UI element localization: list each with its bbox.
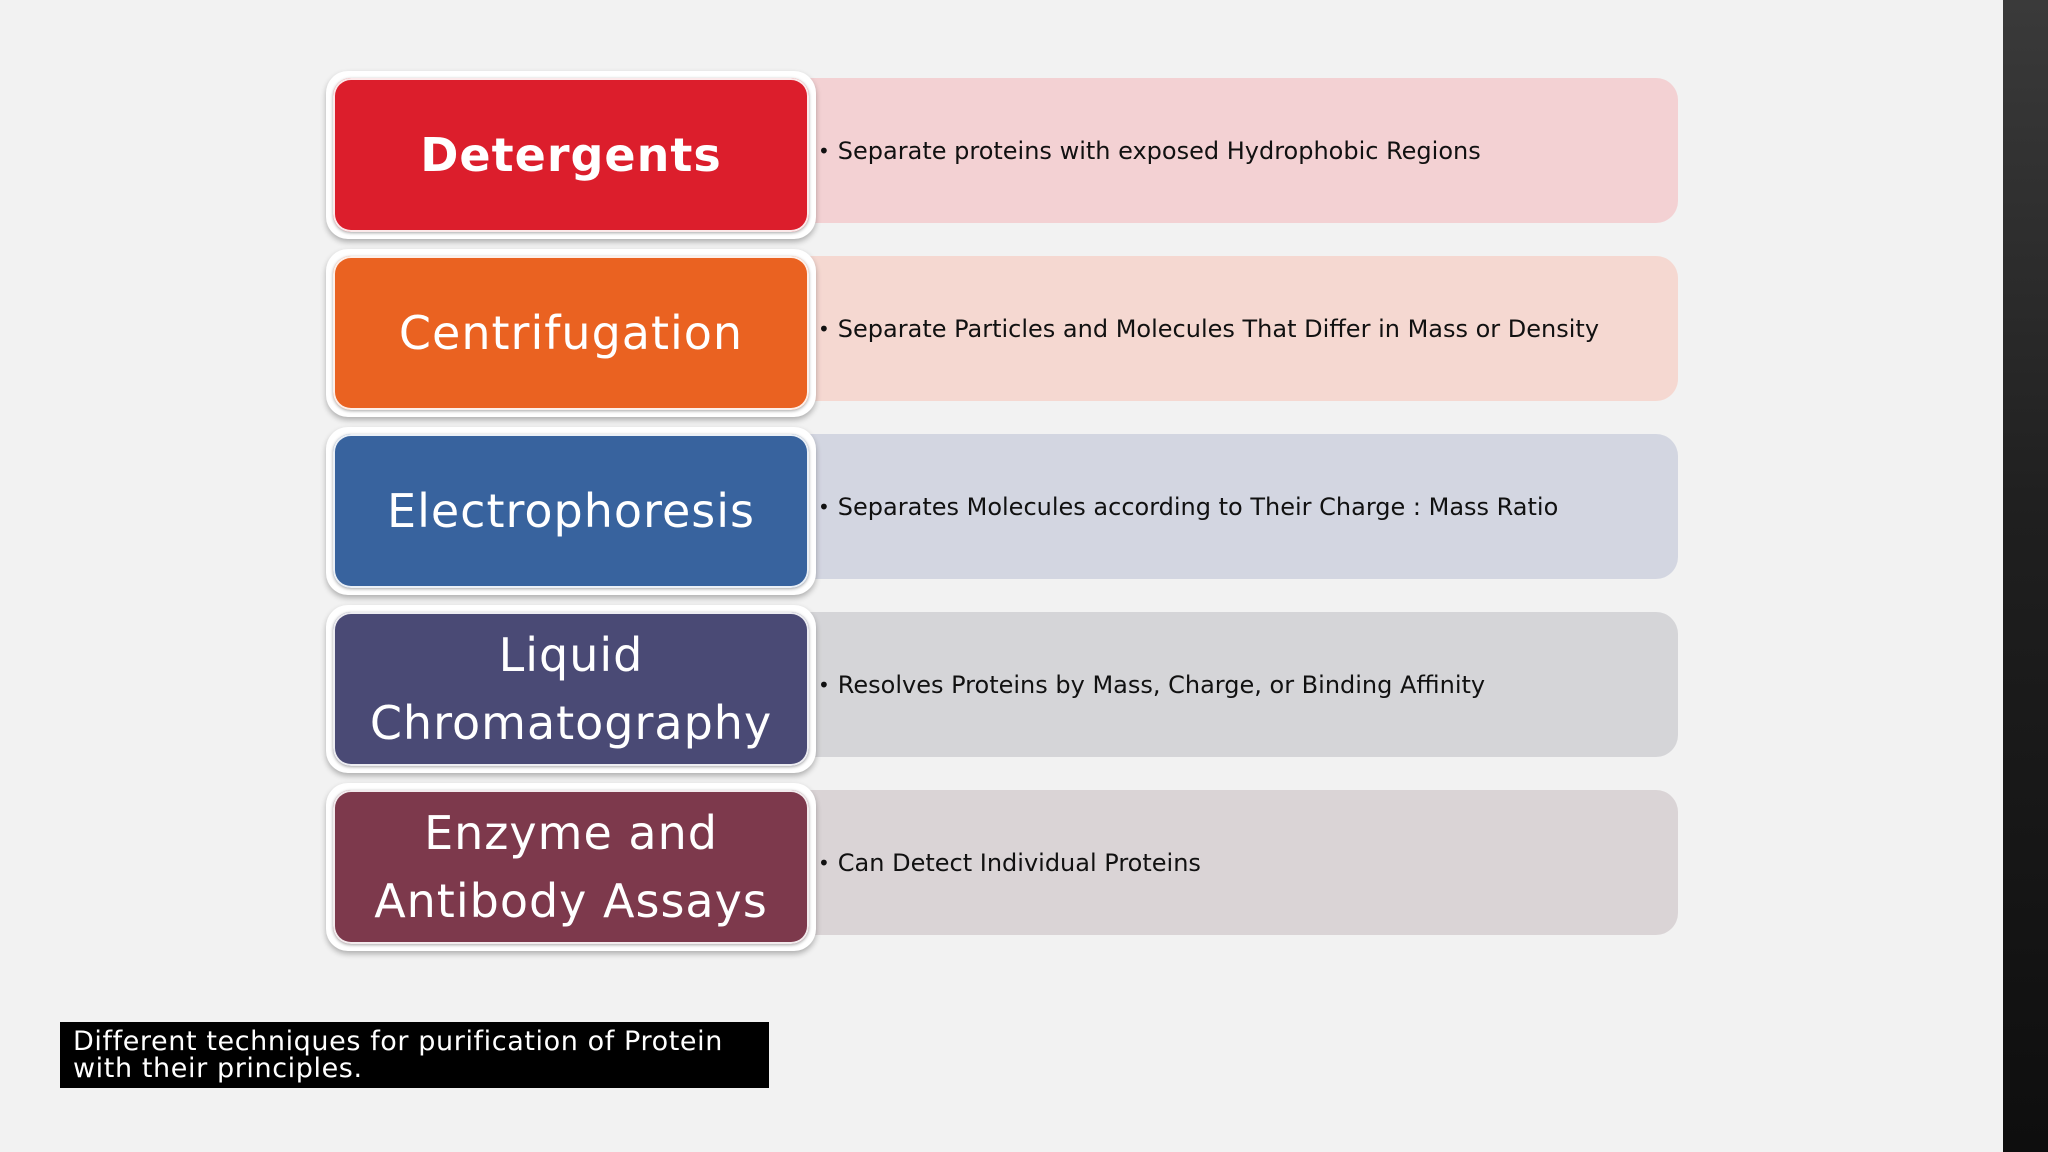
technique-title: Enzyme and Antibody Assays <box>374 806 768 928</box>
description-label: Separates Molecules according to Their Charge : Mass Ratio <box>837 492 1559 521</box>
technique-box <box>333 434 809 588</box>
technique-box-frame <box>326 605 816 773</box>
technique-box <box>333 790 809 944</box>
technique-box-frame <box>326 249 816 417</box>
bullet-icon: • <box>818 138 830 163</box>
technique-box-frame <box>326 71 816 239</box>
technique-row-enzyme-antibody-assays <box>326 783 1678 951</box>
technique-title: Detergents <box>420 128 722 182</box>
description-panel <box>786 434 1678 579</box>
technique-row-liquid-chromatography <box>326 605 1678 773</box>
technique-row-detergents <box>326 71 1678 239</box>
description-text <box>818 849 1201 877</box>
description-label: Separate Particles and Molecules That Differ in Mass or Density <box>837 314 1600 343</box>
technique-row-centrifugation <box>326 249 1678 417</box>
description-text <box>818 315 1599 343</box>
description-label: Resolves Proteins by Mass, Charge, or Binding Affinity <box>837 670 1486 699</box>
slide-caption: Different techniques for purification of Protein with their principles. <box>60 1022 769 1088</box>
side-decoration-bar <box>2003 0 2048 1152</box>
technique-box <box>333 78 809 232</box>
description-label: Can Detect Individual Proteins <box>837 848 1201 877</box>
technique-box-frame <box>326 783 816 951</box>
description-label: Separate proteins with exposed Hydrophobic Regions <box>837 136 1481 165</box>
bullet-icon: • <box>818 672 830 697</box>
technique-title: Centrifugation <box>398 306 744 360</box>
description-panel <box>786 256 1678 401</box>
description-panel <box>786 612 1678 757</box>
technique-row-electrophoresis <box>326 427 1678 595</box>
description-text <box>818 671 1485 699</box>
technique-box <box>333 256 809 410</box>
technique-box <box>333 612 809 766</box>
description-text <box>818 137 1481 165</box>
bullet-icon: • <box>818 494 830 519</box>
description-panel <box>786 790 1678 935</box>
description-text <box>818 493 1558 521</box>
description-panel <box>786 78 1678 223</box>
technique-box-frame <box>326 427 816 595</box>
bullet-icon: • <box>818 316 830 341</box>
technique-title: Liquid Chromatography <box>369 628 773 750</box>
bullet-icon: • <box>818 850 830 875</box>
technique-title: Electrophoresis <box>387 484 755 538</box>
